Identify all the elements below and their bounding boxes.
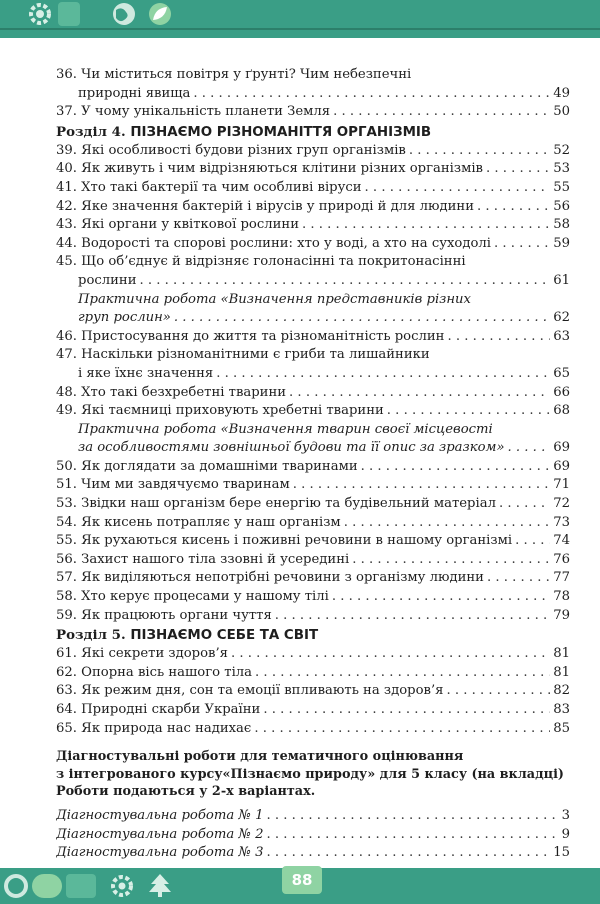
entry-title: 59. Як працюють органи чуття <box>56 607 275 626</box>
entry-continuation: за особливостями зовнішньої будови та її опис за зразком» <box>78 439 508 458</box>
toc-entry-37[interactable] <box>56 103 570 122</box>
entry-title: 53. Звідки наш організм бере енергію та будівельний матеріал <box>56 495 499 514</box>
square-icon <box>66 874 96 898</box>
entry-title: 61. Які секрети здоров’я <box>56 645 231 664</box>
entry-page: 79 <box>550 607 570 626</box>
toc-entry-62[interactable] <box>56 664 570 683</box>
section-prefix: Розділ 5. <box>56 627 126 644</box>
entry-title: 65. Як природа нас надихає <box>56 720 254 739</box>
entry-title: 43. Які органи у квіткової рослини <box>56 216 302 235</box>
entry-title: 63. Як режим дня, сон та емоції впливають на здоров’я <box>56 682 446 701</box>
toc-entry-45[interactable] <box>56 253 570 290</box>
entry-title: 57. Як виділяються непотрібні речовини з організму людини <box>56 569 487 588</box>
entry-continuation: і яке їхнє значення <box>78 365 216 384</box>
entry-page: 15 <box>550 844 570 863</box>
entry-page: 63 <box>550 328 570 347</box>
entry-title: 47. Наскільки різноманітними є гриби та лишайники <box>56 347 430 363</box>
entry-title: Практична робота «Визначення представників різних <box>78 291 471 307</box>
entry-title: 42. Яке значення бактерій і вірусів у природі й для людини <box>56 198 477 217</box>
entry-page: 3 <box>559 807 570 826</box>
toc-entry-55[interactable] <box>56 532 570 551</box>
toc-entry-50[interactable] <box>56 458 570 477</box>
toc-entry-56[interactable] <box>56 551 570 570</box>
entry-page: 55 <box>550 179 570 198</box>
diagnostic-intro <box>56 748 570 801</box>
entry-page: 52 <box>550 142 570 161</box>
entry-title: Діагностувальна робота № 2 <box>56 826 266 845</box>
toc-entry-53[interactable] <box>56 495 570 514</box>
page-number: 88 <box>282 866 322 894</box>
toc-entry-63[interactable] <box>56 682 570 701</box>
entry-title: 39. Які особливості будови різних груп організмів <box>56 142 409 161</box>
entry-page: 58 <box>550 216 570 235</box>
toc-entry-58[interactable] <box>56 588 570 607</box>
entry-page: 66 <box>550 384 570 403</box>
entry-page: 81 <box>550 645 570 664</box>
entry-title: 64. Природні скарби України <box>56 701 263 720</box>
entry-page: 77 <box>550 569 570 588</box>
entry-page: 59 <box>550 235 570 254</box>
globe-icon <box>113 3 135 25</box>
entry-continuation: груп рослин» <box>78 309 174 328</box>
entry-page: 53 <box>550 160 570 179</box>
bottom-decoration <box>0 860 185 904</box>
entry-page: 85 <box>550 720 570 739</box>
toc-entry-59[interactable] <box>56 607 570 626</box>
toc-entry-47[interactable] <box>56 346 570 383</box>
entry-page: 68 <box>550 402 570 421</box>
toc-entry-65[interactable] <box>56 720 570 739</box>
section-heading-4 <box>56 122 570 142</box>
entry-page: 71 <box>550 476 570 495</box>
section-title: ПІЗНАЄМО РІЗНОМАНІТТЯ ОРГАНІЗМІВ <box>130 124 432 140</box>
entry-page: 69 <box>550 439 570 458</box>
entry-title: 54. Як кисень потрапляє у наш організм <box>56 514 344 533</box>
entry-title: 48. Хто такі безхребетні тварини <box>56 384 289 403</box>
entry-title: 37. У чому унікальність планети Земля <box>56 103 333 122</box>
square-icon <box>58 2 80 26</box>
top-band <box>0 0 600 38</box>
entry-page: 74 <box>550 532 570 551</box>
table-of-contents <box>56 66 570 881</box>
entry-title: 36. Чи міститься повітря у ґрунті? Чим небезпечні <box>56 67 412 82</box>
entry-title: 51. Чим ми завдячуємо тваринам <box>56 476 293 495</box>
entry-title: 41. Хто такі бактерії та чим особливі віруси <box>56 179 365 198</box>
entry-page: 9 <box>559 826 570 845</box>
toc-diagnostic-2[interactable] <box>56 826 570 845</box>
entry-title: Діагностувальна робота № 1 <box>56 807 266 826</box>
entry-title: 56. Захист нашого тіла ззовні й усередині <box>56 551 352 570</box>
entry-title: 49. Які таємниці приховують хребетні тварини <box>56 402 387 421</box>
entry-page: 62 <box>550 309 570 328</box>
toc-entry-42[interactable] <box>56 198 570 217</box>
toc-entry-54[interactable] <box>56 514 570 533</box>
toc-entry-40[interactable] <box>56 160 570 179</box>
entry-page: 50 <box>550 103 570 122</box>
entry-title: Діагностувальна робота № 3 <box>56 844 266 863</box>
section-heading-5 <box>56 625 570 645</box>
diagnostic-intro-line-1: Діагностувальні роботи для тематичного оцінювання <box>56 749 464 765</box>
toc-entry-41[interactable] <box>56 179 570 198</box>
toc-entry-51[interactable] <box>56 476 570 495</box>
toc-practical-animals[interactable] <box>56 421 570 458</box>
entry-page: 61 <box>550 272 570 291</box>
entry-title: 62. Опорна вісь нашого тіла <box>56 664 255 683</box>
entry-page: 72 <box>550 495 570 514</box>
top-decoration <box>0 0 180 30</box>
entry-page: 82 <box>550 682 570 701</box>
leaf-icon <box>149 3 171 25</box>
entry-title: 58. Хто керує процесами у нашому тілі <box>56 588 332 607</box>
entry-page: 83 <box>550 701 570 720</box>
entry-title: 45. Що об’єднує й відрізняє голонасінні та покритонасінні <box>56 254 466 270</box>
entry-page: 49 <box>550 85 570 104</box>
entry-page: 65 <box>550 365 570 384</box>
entry-page: 81 <box>550 664 570 683</box>
bottom-band <box>0 860 600 904</box>
section-prefix: Розділ 4. <box>56 123 126 140</box>
pill-icon <box>32 874 62 898</box>
toc-entry-64[interactable] <box>56 701 570 720</box>
toc-entry-39[interactable] <box>56 142 570 161</box>
toc-entry-43[interactable] <box>56 216 570 235</box>
entry-title: 50. Як доглядати за домашніми тваринами <box>56 458 361 477</box>
entry-continuation: природні явища <box>78 85 193 104</box>
toc-diagnostic-1[interactable] <box>56 807 570 826</box>
entry-page: 73 <box>550 514 570 533</box>
entry-page: 76 <box>550 551 570 570</box>
entry-page: 69 <box>550 458 570 477</box>
diagnostic-intro-line-2: з інтегрованого курсу«Пізнаємо природу» для 5 класу (на вкладці) <box>56 766 564 782</box>
toc-entry-46[interactable] <box>56 328 570 347</box>
toc-entry-49[interactable] <box>56 402 570 421</box>
entry-page: 78 <box>550 588 570 607</box>
entry-title: 55. Як рухаються кисень і поживні речовини в нашому організмі <box>56 532 515 551</box>
entry-continuation: рослини <box>78 272 140 291</box>
entry-title: 40. Як живуть і чим відрізняються клітини різних організмів <box>56 160 486 179</box>
diagnostic-intro-line-3: Роботи подаються у 2-х варіантах. <box>56 784 316 800</box>
entry-title: 44. Водорості та спорові рослини: хто у воді, а хто на суходолі <box>56 235 494 254</box>
toc-practical-plants[interactable] <box>56 291 570 328</box>
toc-entry-57[interactable] <box>56 569 570 588</box>
section-title: ПІЗНАЄМО СЕБЕ ТА СВІТ <box>130 628 319 644</box>
entry-page: 56 <box>550 198 570 217</box>
toc-entry-61[interactable] <box>56 645 570 664</box>
entry-title: 46. Пристосування до життя та різноманітність рослин <box>56 328 447 347</box>
toc-entry-48[interactable] <box>56 384 570 403</box>
toc-entry-44[interactable] <box>56 235 570 254</box>
entry-title: Практична робота «Визначення тварин своєї місцевості <box>78 421 493 437</box>
toc-entry-36[interactable] <box>56 66 570 103</box>
